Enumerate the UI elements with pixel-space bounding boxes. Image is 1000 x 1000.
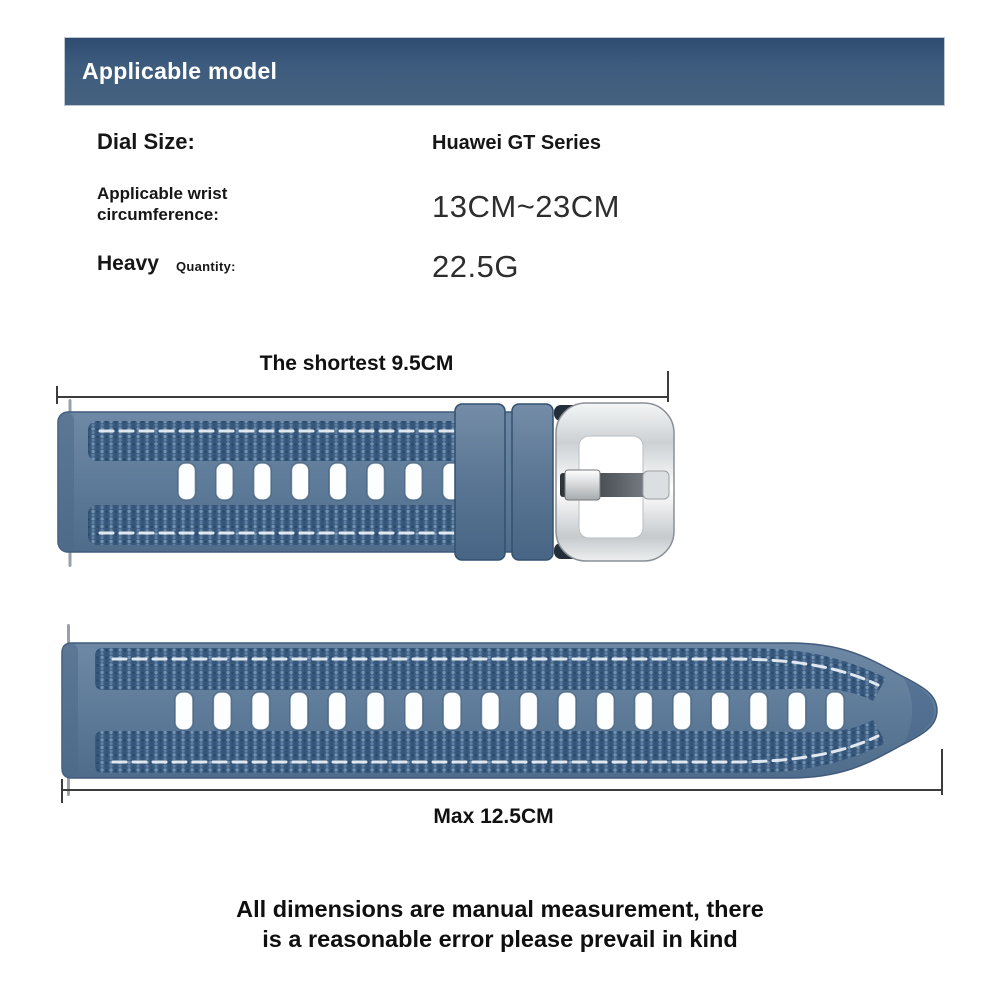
long-strap-image [55, 618, 950, 808]
strap-hole [481, 692, 499, 730]
strap-hole [213, 692, 231, 730]
wrist-circumference-value: 13CM~23CM [432, 189, 620, 224]
strap-hole [216, 463, 234, 500]
strap-hole [367, 692, 385, 730]
weight-value: 22.5G [432, 249, 519, 284]
weave-band-top [88, 421, 471, 461]
strap-hole [290, 692, 308, 730]
strap-hole [328, 692, 346, 730]
strap-hole [788, 692, 806, 730]
strap-hole [443, 692, 461, 730]
wrist-circumference-label [97, 183, 227, 225]
strap-left-shade [62, 643, 78, 778]
strap-hole [405, 463, 423, 500]
disclaimer-line1: All dimensions are manual measurement, there [236, 896, 764, 922]
strap-hole [254, 463, 272, 500]
quantity-label: Quantity: [176, 259, 236, 274]
strap-hole [750, 692, 768, 730]
buckle-prong-tip [643, 471, 669, 499]
strap-hole [635, 692, 653, 730]
long-dimension-tick-left [61, 779, 63, 803]
strap-hole [558, 692, 576, 730]
long-dimension-line [62, 789, 943, 791]
weight-label: Heavy [97, 252, 159, 275]
strap-hole [252, 692, 270, 730]
long-dimension-tick-right [941, 749, 943, 795]
strap-hole [175, 692, 193, 730]
short-strap-caption: The shortest 9.5CM [259, 352, 454, 375]
keeper-loop-floating [512, 404, 553, 560]
strap-hole [405, 692, 423, 730]
strap-hole [711, 692, 729, 730]
strap-hole [596, 692, 614, 730]
wrist-label-line2: circumference: [97, 205, 219, 224]
long-strap-caption: Max 12.5CM [433, 805, 554, 828]
keeper-loop-fixed [455, 404, 505, 560]
strap-hole [673, 692, 691, 730]
strap-hole [291, 463, 309, 500]
strap-hole [367, 463, 385, 500]
banner-title: Applicable model [82, 58, 278, 84]
strap-hole [826, 692, 844, 730]
buckle-prong-sleeve [565, 470, 600, 500]
buckle [554, 403, 674, 561]
disclaimer-line2: is a reasonable error please prevail in kind [262, 925, 738, 952]
wrist-label-line1: Applicable wrist [97, 184, 228, 203]
dial-size-label: Dial Size: [97, 129, 195, 154]
disclaimer [0, 895, 1000, 954]
short-strap-image [55, 397, 680, 582]
strap-hole [178, 463, 196, 500]
strap-left-shade [58, 412, 74, 552]
strap-hole [520, 692, 538, 730]
strap-hole [329, 463, 347, 500]
weave-band-bottom [88, 505, 471, 545]
dial-size-value: Huawei GT Series [432, 132, 601, 154]
applicable-model-banner [64, 37, 945, 106]
